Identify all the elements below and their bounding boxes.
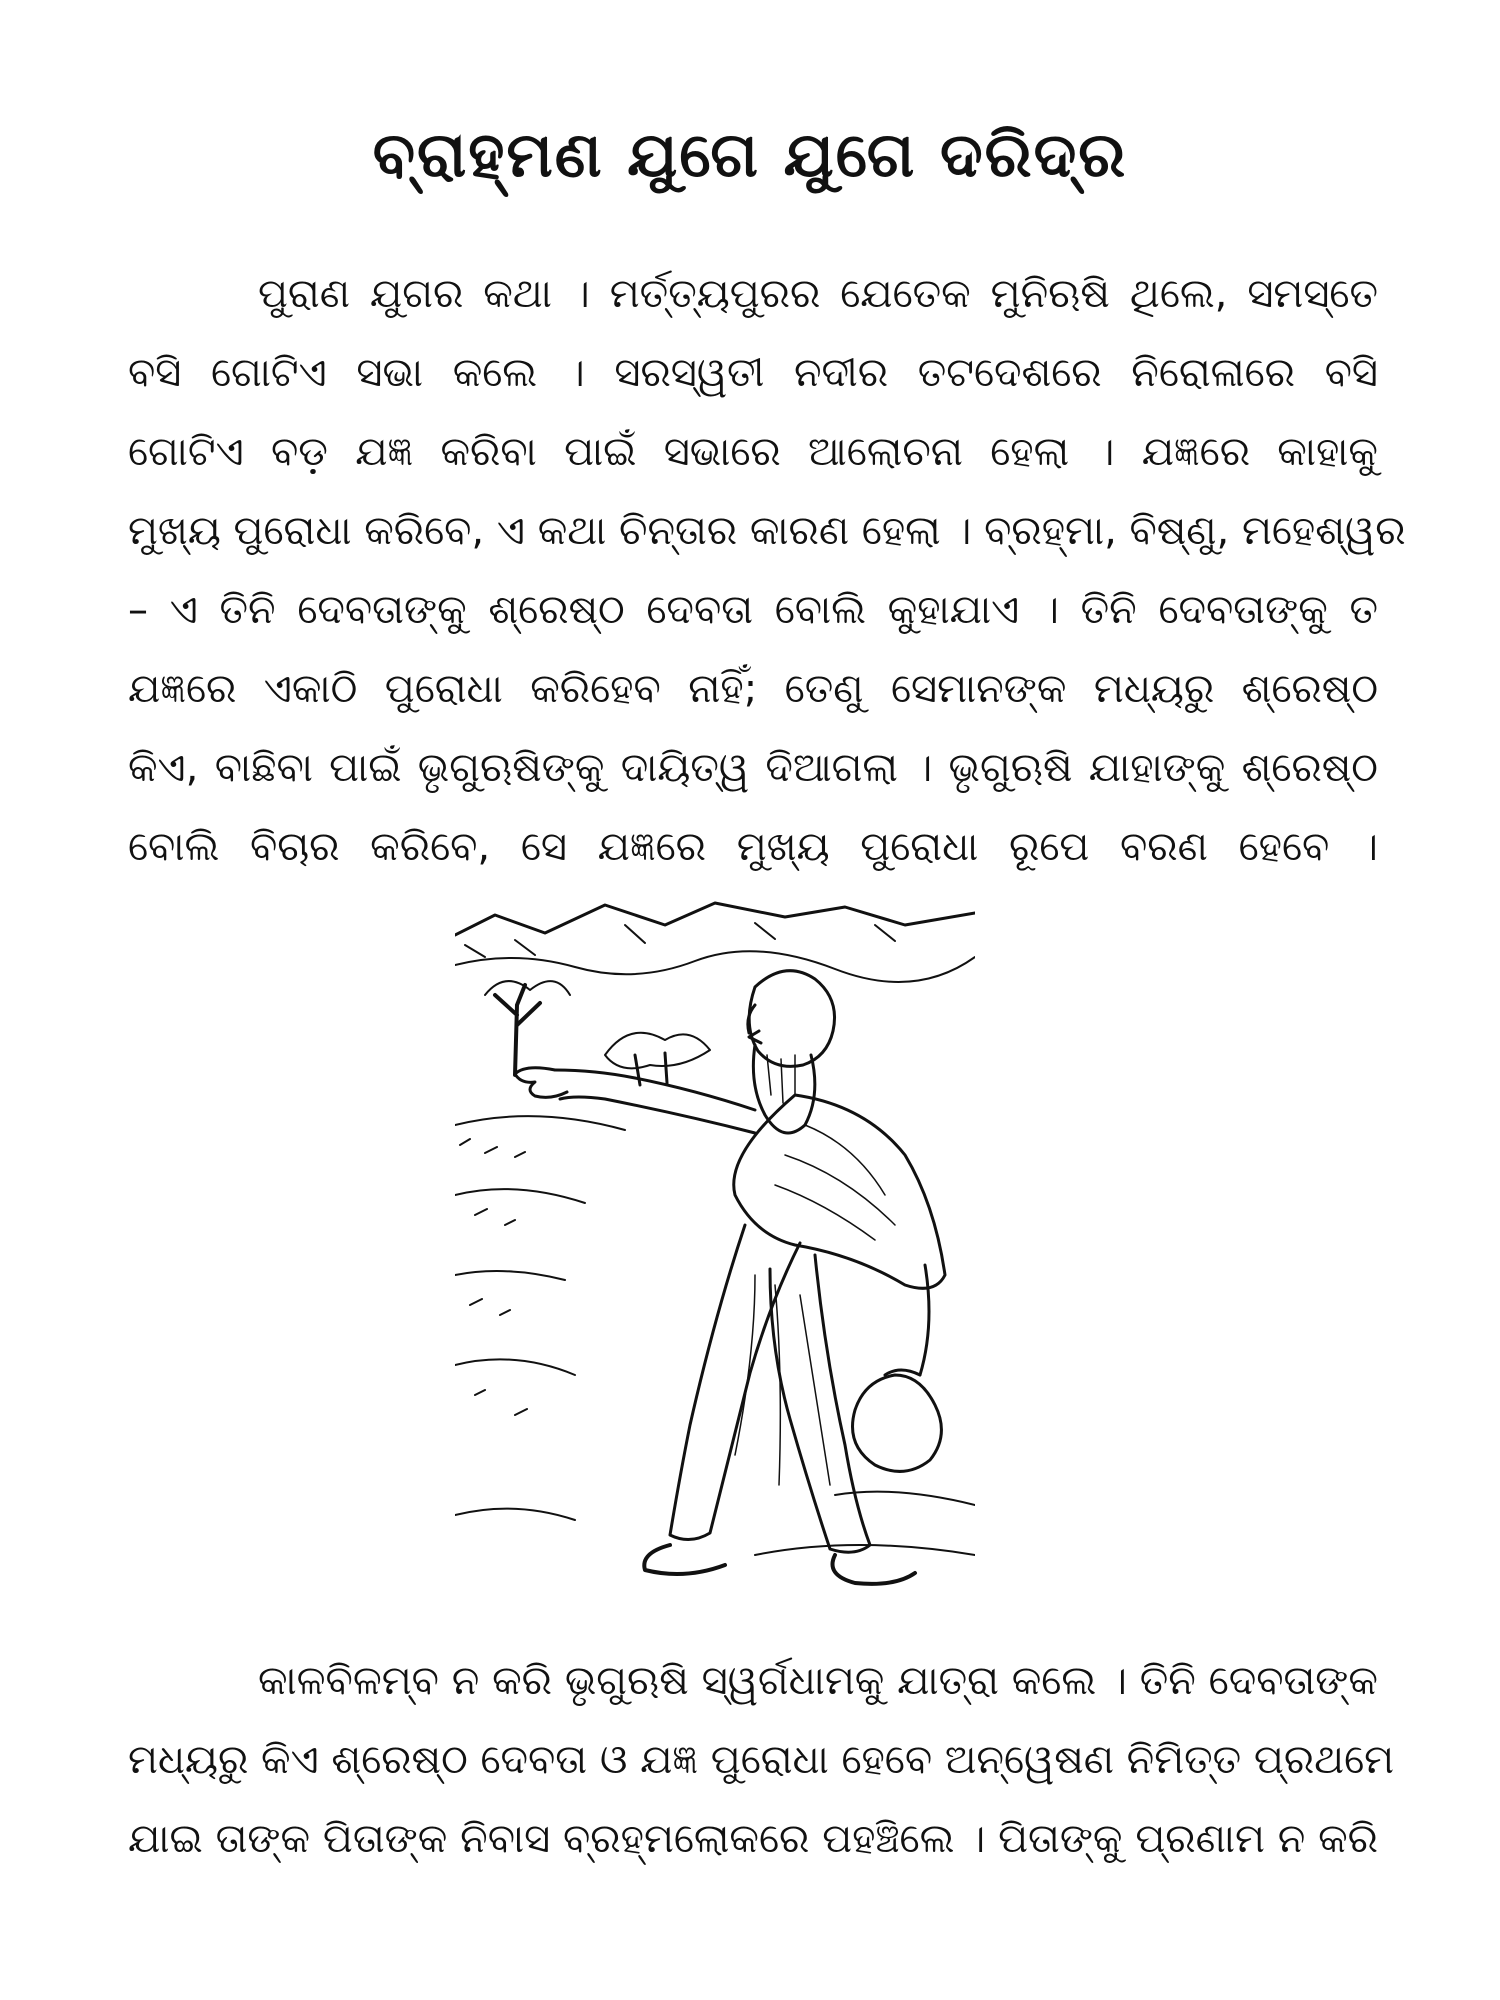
text-line: କାଳବିଳମ୍ବ ନ କରି ଭୃଗୁଋଷି ସ୍ୱର୍ଗଧାମକୁ ଯାତ୍ରା କଲେ । ତିନି ଦେବତାଙ୍କ [258,1658,1378,1704]
text-line: କିଏ, ବାଛିବା ପାଇଁ ଭୃଗୁଋଷିଙ୍କୁ ଦାୟିତ୍ୱ ଦିଆଗଲା । ଭୃଗୁଋଷି ଯାହାଙ୍କୁ ଶ୍ରେଷ୍ଠ [128,745,1378,791]
page-title: ବ୍ରାହ୍ମଣ ଯୁଗେ ଯୁଗେ ଦରିଦ୍ର [372,118,1128,191]
text-line: ମଧ୍ୟରୁ କିଏ ଶ୍ରେଷ୍ଠ ଦେବତା ଓ ଯଜ୍ଞ ପୁରୋଧା ହେବେ ଅନ୍ୱେଷଣ ନିମିତ୍ତ ପ୍ରଥମେ [128,1737,1395,1783]
story-paragraph-1 [128,255,1406,887]
text-line: ଗୋଟିଏ ବଡ଼ ଯଜ୍ଞ କରିବା ପାଇଁ ସଭାରେ ଆଲୋଚନା ହେଲା । ଯଜ୍ଞରେ କାହାକୁ [128,429,1378,475]
text-line: ବୋଲି ବିଚାର କରିବେ, ସେ ଯଜ୍ଞରେ ମୁଖ୍ୟ ପୁରୋଧା ରୂପେ ବରଣ ହେବେ । [128,824,1378,870]
text-line: ଯଜ୍ଞରେ ଏକାଠି ପୁରୋଧା କରିହେବ ନାହିଁ; ତେଣୁ ସେମାନଙ୍କ ମଧ୍ୟରୁ ଶ୍ରେଷ୍ଠ [128,666,1378,712]
story-paragraph-2 [128,1642,1395,1879]
text-line: ମୁଖ୍ୟ ପୁରୋଧା କରିବେ, ଏ କଥା ଚିନ୍ତାର କାରଣ ହେଲା । ବ୍ରହ୍ମା, ବିଷ୍ଣୁ, ମହେଶ୍ୱର [128,508,1406,554]
sage-illustration [455,895,975,1610]
text-line: – ଏ ତିନି ଦେବତାଙ୍କୁ ଶ୍ରେଷ୍ଠ ଦେବତା ବୋଲି କୁହାଯାଏ । ତିନି ଦେବତାଙ୍କୁ ତ [128,587,1378,633]
text-line: ପୁରାଣ ଯୁଗର କଥା । ମର୍ତ୍ତ୍ୟପୁରର ଯେତେକ ମୁନିଋଷି ଥିଲେ, ସମସ୍ତେ [258,271,1378,317]
text-line: ଯାଇ ତାଙ୍କ ପିତାଙ୍କ ନିବାସ ବ୍ରହ୍ମଲୋକରେ ପହଞ୍ଚିଲେ । ପିତାଙ୍କୁ ପ୍ରଣାମ ନ କରି [128,1816,1378,1862]
text-line: ବସି ଗୋଟିଏ ସଭା କଲେ । ସରସ୍ୱତୀ ନଦୀର ତଟଦେଶରେ ନିରୋଳାରେ ବସି [128,350,1378,396]
